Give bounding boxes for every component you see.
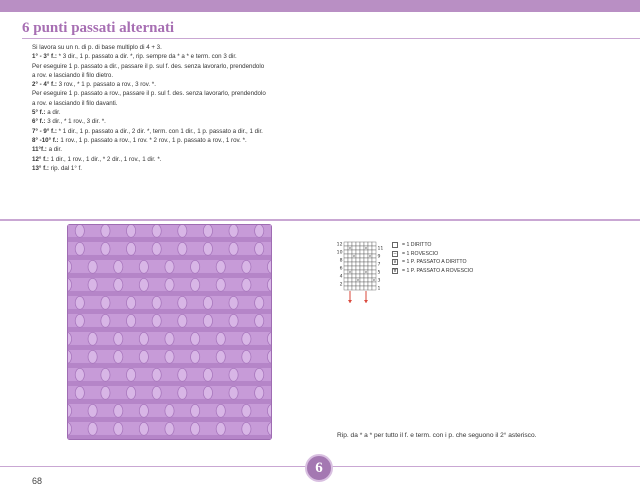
swatch-slipped-stitch [114, 332, 123, 345]
chart-cell [368, 274, 372, 278]
chart-cell [356, 246, 360, 250]
chart-cell [360, 254, 364, 258]
chart-row-label: 7 [377, 262, 381, 268]
swatch-slipped-stitch [75, 386, 84, 399]
row-text: 3 rov., * 1 p. passato a rov., 3 rov. *. [56, 81, 156, 89]
chart-cell [356, 250, 360, 254]
swatch-slipped-stitch [191, 260, 200, 273]
chart-cell [344, 246, 348, 250]
row-label: 1° - 3° f.: [32, 53, 57, 61]
chart-row-label: 1 [377, 286, 381, 292]
swatch-slipped-stitch [126, 386, 135, 399]
chart-cell [356, 242, 360, 246]
chart-legend [392, 241, 532, 275]
chart-cell [344, 266, 348, 270]
chart-cell [372, 266, 376, 270]
swatch-slipped-stitch [242, 350, 251, 363]
swatch-slipped-stitch [255, 242, 264, 255]
swatch-slipped-stitch [178, 296, 187, 309]
swatch-purl-ridge [67, 237, 272, 242]
swatch-purl-ridge [67, 255, 272, 260]
instruction-row [32, 164, 332, 173]
chart-cell [360, 262, 364, 266]
slip-stitch-mark: v [356, 278, 360, 283]
instruction-row [32, 52, 332, 61]
chart-cell [352, 286, 356, 290]
chart-cell [368, 258, 372, 262]
swatch-slipped-stitch [203, 224, 212, 237]
swatch-slipped-stitch [101, 224, 110, 237]
swatch-slipped-stitch [216, 278, 225, 291]
section-divider [0, 219, 640, 221]
chart-cell [372, 286, 376, 290]
chart-row-label: 9 [377, 254, 381, 260]
swatch-slipped-stitch [229, 314, 238, 327]
swatch-slipped-stitch [165, 332, 174, 345]
swatch-slipped-stitch [101, 314, 110, 327]
header [22, 20, 640, 44]
swatch-slipped-stitch [75, 242, 84, 255]
swatch-slipped-stitch [126, 224, 135, 237]
swatch-purl-ridge [67, 399, 272, 404]
chart-cell [372, 254, 376, 258]
legend-label: = 1 ROVESCIO [402, 250, 439, 257]
row-text: rip. dal 1° f. [48, 164, 83, 172]
swatch-slipped-stitch [229, 242, 238, 255]
swatch-slipped-stitch [178, 314, 187, 327]
row-label: 11°f.: [32, 146, 47, 154]
swatch-slipped-stitch [88, 260, 97, 273]
chart-cell [360, 270, 364, 274]
swatch-slipped-stitch [139, 404, 148, 417]
swatch-slipped-stitch [242, 278, 251, 291]
chart-row-label: 8 [339, 258, 343, 264]
swatch-slipped-stitch [191, 422, 200, 435]
swatch-slipped-stitch [139, 278, 148, 291]
slip-stitch-mark: v [348, 246, 352, 251]
instruction-row [32, 155, 332, 164]
instruction-row [32, 80, 332, 89]
row-text: 1 dir., 1 rov., 1 dir., * 2 dir., 1 rov., 1 dir. *. [48, 155, 162, 163]
swatch-slipped-stitch [126, 368, 135, 381]
slip-stitch-mark: v [364, 246, 368, 251]
instruction-row [32, 62, 332, 71]
legend-item [392, 241, 532, 250]
swatch-slipped-stitch [75, 224, 84, 237]
repeat-arrow-head [348, 300, 352, 303]
chart-cell [356, 270, 360, 274]
chart-cell [352, 242, 356, 246]
swatch-slipped-stitch [178, 242, 187, 255]
chart-cell [364, 274, 368, 278]
chart-cell [356, 258, 360, 262]
chart-cell [348, 258, 352, 262]
swatch-purl-ridge [67, 381, 272, 386]
chart-cell [348, 250, 352, 254]
chart-cell [364, 262, 368, 266]
slip-purlwise-symbol-icon: ∀ [393, 267, 397, 274]
title-underline [22, 38, 640, 39]
legend-label: = 1 P. PASSATO A ROVESCIO [402, 267, 474, 274]
chart-cell [360, 286, 364, 290]
swatch-slipped-stitch [101, 296, 110, 309]
legend-label: = 1 P. PASSATO A DIRITTO [402, 259, 467, 266]
repeat-note: Rip. da * a * per tutto il f. e term. con i p. che seguono il 2° asterisco. [337, 432, 537, 439]
chart-cell [372, 270, 376, 274]
swatch-slipped-stitch [88, 332, 97, 345]
chart-cell [372, 246, 376, 250]
swatch-purl-ridge [67, 309, 272, 314]
stitch-chart-grid [334, 239, 396, 315]
stitch-chart [334, 239, 396, 315]
swatch-slipped-stitch [229, 386, 238, 399]
chart-cell [364, 254, 368, 258]
chart-cell [352, 258, 356, 262]
swatch-slipped-stitch [165, 404, 174, 417]
swatch-slipped-stitch [165, 278, 174, 291]
swatch-slipped-stitch [229, 224, 238, 237]
swatch-slipped-stitch [191, 278, 200, 291]
swatch-slipped-stitch [152, 368, 161, 381]
page-number: 68 [32, 476, 43, 486]
swatch-slipped-stitch [216, 422, 225, 435]
swatch-slipped-stitch [255, 296, 264, 309]
swatch-slipped-stitch [255, 386, 264, 399]
swatch-slipped-stitch [126, 296, 135, 309]
swatch-slipped-stitch [139, 422, 148, 435]
chart-cell [364, 258, 368, 262]
instruction-row [32, 99, 332, 108]
chart-cell [360, 278, 364, 282]
row-text: 3 dir., * 1 rov., 3 dir. *. [45, 118, 106, 126]
chart-row-label: 3 [377, 278, 381, 284]
swatch-slipped-stitch [242, 332, 251, 345]
slip-stitch-mark: v [348, 270, 352, 275]
swatch-slipped-stitch [216, 332, 225, 345]
swatch-slipped-stitch [216, 350, 225, 363]
swatch-slipped-stitch [114, 422, 123, 435]
swatch-slipped-stitch [126, 242, 135, 255]
chart-cell [344, 258, 348, 262]
chart-cell [368, 246, 372, 250]
swatch-slipped-stitch [165, 422, 174, 435]
row-text: Per eseguire 1 p. passato a rov., passare il p. sul f. des. senza lavorarlo, prendendolo [32, 90, 266, 98]
chart-cell [348, 274, 352, 278]
chart-cell [372, 242, 376, 246]
swatch-slipped-stitch [152, 314, 161, 327]
chart-cell [356, 282, 360, 286]
chart-cell [356, 266, 360, 270]
swatch-slipped-stitch [88, 404, 97, 417]
instructions-text [32, 43, 332, 173]
repeat-arrow-head [364, 300, 368, 303]
row-text: a dir. [46, 146, 62, 154]
chart-cell [360, 258, 364, 262]
slip-stitch-mark: v [372, 278, 376, 283]
chart-cell [360, 266, 364, 270]
swatch-slipped-stitch [255, 314, 264, 327]
chart-cell [372, 250, 376, 254]
swatch-slipped-stitch [101, 386, 110, 399]
swatch-slipped-stitch [101, 242, 110, 255]
chart-cell [348, 254, 352, 258]
swatch-slipped-stitch [203, 368, 212, 381]
swatch-slipped-stitch [114, 260, 123, 273]
slip-stitch-mark: v [368, 254, 372, 259]
swatch-slipped-stitch [75, 314, 84, 327]
swatch-slipped-stitch [229, 296, 238, 309]
swatch-slipped-stitch [242, 404, 251, 417]
chart-cell [344, 286, 348, 290]
chart-cell [368, 278, 372, 282]
chart-cell [368, 282, 372, 286]
row-text: * 3 dir., 1 p. passato a dir. *, rip. sempre da * a * e term. con 3 dir. [56, 53, 237, 61]
swatch-slipped-stitch [88, 278, 97, 291]
chart-cell [368, 266, 372, 270]
chart-cell [344, 250, 348, 254]
swatch-slipped-stitch [242, 422, 251, 435]
chart-row-label: 5 [377, 270, 381, 276]
swatch-slipped-stitch [178, 368, 187, 381]
swatch-slipped-stitch [191, 404, 200, 417]
chart-cell [372, 258, 376, 262]
swatch-slipped-stitch [255, 224, 264, 237]
chart-cell [352, 278, 356, 282]
swatch-slipped-stitch [114, 404, 123, 417]
swatch-slipped-stitch [229, 368, 238, 381]
swatch-slipped-stitch [152, 224, 161, 237]
swatch-slipped-stitch [178, 224, 187, 237]
chart-cell [368, 286, 372, 290]
chart-cell [352, 270, 356, 274]
instruction-row [32, 89, 332, 98]
instruction-row [32, 117, 332, 126]
knit-symbol-icon [392, 242, 398, 248]
chart-cell [364, 286, 368, 290]
swatch-slipped-stitch [101, 368, 110, 381]
chart-row-label: 4 [339, 274, 343, 280]
chart-cell [352, 274, 356, 278]
row-label: 2° - 4° f.: [32, 81, 57, 89]
chart-cell [372, 282, 376, 286]
page-title: 6 punti passati alternati [22, 20, 175, 36]
row-text: a dir. [45, 109, 61, 117]
instruction-row [32, 127, 332, 136]
swatch-slipped-stitch [216, 260, 225, 273]
chart-row-label: 6 [339, 266, 343, 272]
swatch-slipped-stitch [216, 404, 225, 417]
row-label: 8° -10° f.: [32, 136, 59, 144]
chart-cell [372, 262, 376, 266]
instruction-row [32, 71, 332, 80]
chart-row-label: 2 [339, 282, 343, 288]
chart-cell [356, 254, 360, 258]
row-text: * 1 dir., 1 p. passato a dir., 2 dir. *, term. con 1 dir., 1 p. passato a dir., 1 dir. [56, 127, 263, 135]
chart-cell [344, 278, 348, 282]
chart-cell [344, 270, 348, 274]
swatch-slipped-stitch [114, 350, 123, 363]
swatch-slipped-stitch [139, 332, 148, 345]
instruction-row [32, 136, 332, 145]
chart-row-label: 10 [336, 250, 343, 256]
swatch-slipped-stitch [126, 314, 135, 327]
chart-cell [352, 282, 356, 286]
swatch-purl-ridge [67, 327, 272, 332]
swatch-slipped-stitch [75, 296, 84, 309]
chart-cell [356, 262, 360, 266]
swatch-slipped-stitch [191, 350, 200, 363]
chart-cell [344, 262, 348, 266]
chart-cell [364, 282, 368, 286]
swatch-slipped-stitch [203, 314, 212, 327]
chart-row-label: 12 [336, 242, 343, 248]
row-text: a rov. e lasciando il filo dietro. [32, 71, 114, 79]
row-label: 7° - 9° f.: [32, 127, 57, 135]
swatch-slipped-stitch [203, 242, 212, 255]
swatch-slipped-stitch [139, 350, 148, 363]
swatch-slipped-stitch [152, 296, 161, 309]
instruction-intro: Si lavora su un n. di p. di base multiplo di 4 + 3. [32, 44, 162, 51]
chart-cell [344, 282, 348, 286]
legend-item [392, 258, 532, 267]
swatch-slipped-stitch [191, 332, 200, 345]
swatch-texture [67, 224, 272, 440]
row-label: 13° f.: [32, 164, 49, 172]
chart-cell [360, 250, 364, 254]
swatch-slipped-stitch [203, 296, 212, 309]
slip-stitch-mark: v [364, 270, 368, 275]
top-accent-bar [0, 0, 640, 12]
pattern-number-badge: 6 [305, 454, 333, 482]
legend-item [392, 250, 532, 259]
swatch-slipped-stitch [88, 422, 97, 435]
row-label: 12° f.: [32, 155, 49, 163]
legend-item [392, 267, 532, 276]
chart-cell [360, 274, 364, 278]
swatch-slipped-stitch [255, 368, 264, 381]
chart-cell [348, 262, 352, 266]
swatch-slipped-stitch [165, 260, 174, 273]
chart-cell [348, 282, 352, 286]
chart-cell [360, 246, 364, 250]
swatch-slipped-stitch [114, 278, 123, 291]
chart-cell [356, 286, 360, 290]
chart-cell [364, 278, 368, 282]
row-text: Per eseguire 1 p. passato a dir., passare il p. sul f. des. senza lavorarlo, prendendolo [32, 62, 265, 70]
swatch-slipped-stitch [75, 368, 84, 381]
swatch-slipped-stitch [242, 260, 251, 273]
swatch-slipped-stitch [88, 350, 97, 363]
row-text: 1 rov., 1 p. passato a rov., 1 rov. * 2 rov., 1 p. passato a rov., 1 rov. *. [58, 136, 247, 144]
instruction-row [32, 108, 332, 117]
row-label: 6° f.: [32, 118, 46, 126]
chart-cell [368, 270, 372, 274]
legend-label: = 1 DIRITTO [402, 242, 432, 249]
chart-cell [368, 242, 372, 246]
chart-cell [352, 262, 356, 266]
instruction-row [32, 145, 332, 154]
slip-knitwise-symbol-icon: ∨ [393, 259, 397, 266]
chart-cell [344, 254, 348, 258]
chart-cell [368, 262, 372, 266]
swatch-slipped-stitch [165, 350, 174, 363]
chart-cell [360, 242, 364, 246]
row-label: 5° f.: [32, 109, 46, 117]
slip-stitch-mark: v [352, 254, 356, 259]
swatch-slipped-stitch [203, 386, 212, 399]
row-text: a rov. e lasciando il filo davanti. [32, 99, 118, 107]
chart-cell [344, 274, 348, 278]
chart-cell [352, 266, 356, 270]
chart-cell [352, 246, 356, 250]
swatch-slipped-stitch [139, 260, 148, 273]
chart-cell [348, 278, 352, 282]
chart-cell [348, 286, 352, 290]
purl-symbol-icon: – [393, 250, 397, 257]
chart-row-label: 11 [377, 246, 384, 252]
chart-cell [344, 242, 348, 246]
knitted-swatch-photo [67, 224, 272, 440]
swatch-slipped-stitch [152, 386, 161, 399]
swatch-slipped-stitch [178, 386, 187, 399]
chart-cell [360, 282, 364, 286]
swatch-slipped-stitch [152, 242, 161, 255]
chart-cell [364, 250, 368, 254]
